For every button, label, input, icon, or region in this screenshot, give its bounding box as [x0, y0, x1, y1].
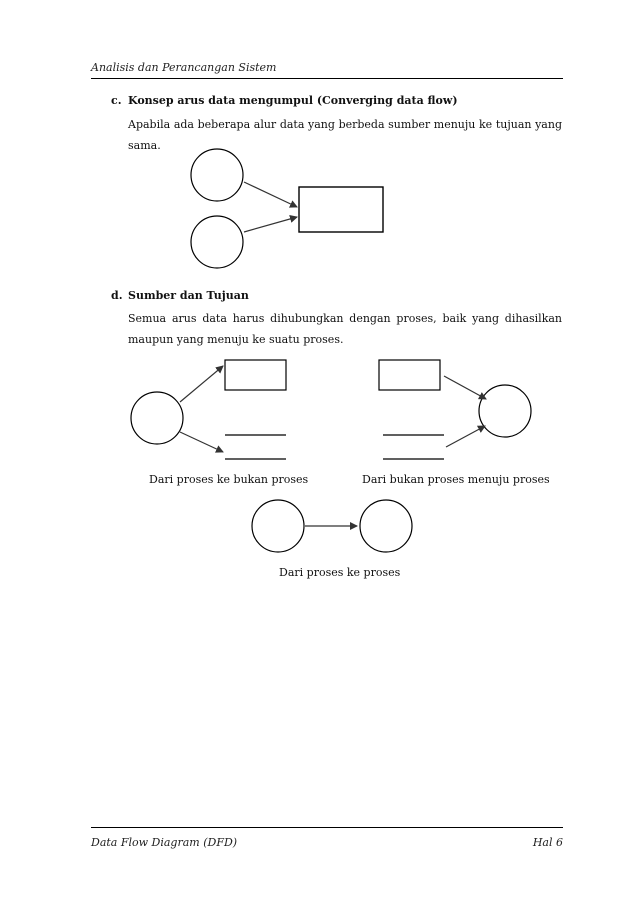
footer-document-title: Data Flow Diagram (DFD)	[91, 836, 238, 849]
page-number: Hal 6	[532, 836, 563, 849]
footer-divider	[91, 827, 563, 828]
caption-to-process: Dari bukan proses menuju proses	[362, 473, 550, 486]
page-header-title: Analisis dan Perancangan Sistem	[91, 61, 277, 74]
flow-arrow-from-store	[446, 426, 485, 447]
flow-arrow-from-entity	[444, 376, 486, 399]
caption-process-to-process: Dari proses ke proses	[279, 566, 401, 579]
target-process-circle	[479, 385, 531, 437]
caption-from-process: Dari proses ke bukan proses	[149, 473, 309, 486]
flow-arrow-bottom	[244, 217, 297, 232]
source-entity-box	[379, 360, 440, 390]
process-circle-bottom	[191, 216, 243, 268]
converging-flow-diagram	[191, 149, 383, 268]
target-entity-box	[299, 187, 383, 232]
process-circle-top	[191, 149, 243, 201]
process-circle-left	[252, 500, 304, 552]
flow-arrow-to-store	[180, 432, 223, 452]
flow-arrow-top	[244, 182, 297, 207]
process-to-nonprocess-diagram	[131, 360, 286, 459]
process-circle-right	[360, 500, 412, 552]
section-d-title: Sumber dan Tujuan	[128, 289, 249, 302]
section-c-paragraph: Apabila ada beberapa alur data yang berbeda sumber menuju ke tujuan yang sama.	[128, 118, 562, 152]
process-to-process-diagram	[252, 500, 412, 552]
section-d-letter: d.	[111, 289, 123, 302]
external-entity-box	[225, 360, 286, 390]
flow-arrow-to-entity	[180, 366, 223, 402]
section-d-paragraph: Semua arus data harus dihubungkan dengan proses, baik yang dihasilkan maupun yang menuju ke suatu proses.	[128, 312, 562, 346]
section-c-letter: c.	[111, 94, 122, 107]
nonprocess-to-process-diagram	[379, 360, 531, 459]
source-process-circle	[131, 392, 183, 444]
section-c-title: Konsep arus data mengumpul (Converging data flow)	[128, 94, 458, 107]
